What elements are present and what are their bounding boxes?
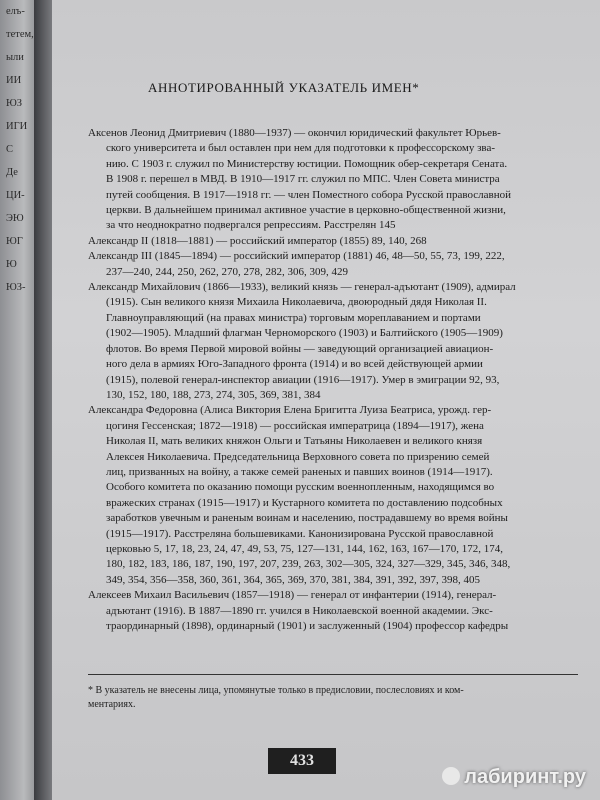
index-entry [88, 249, 580, 280]
facing-page-fragment: ЦИ- [6, 190, 25, 201]
entry-line: 130, 152, 180, 188, 273, 274, 305, 369, 381, 384 [106, 388, 321, 401]
entry-line: Александр Михайлович (1866—1933), великий князь — генерал-адъютант (1909), адмирал [88, 281, 516, 294]
book-page [52, 0, 600, 800]
entry-line: лиц, призванных на войну, а также семей раненых и павших воинов (1914—1917). [106, 465, 493, 478]
entry-line: флотов. Во время Первой мировой войны — заведующий организацией авиацион- [106, 342, 494, 355]
entry-line: (1902—1905). Младший флагман Черноморского (1903) и Балтийского (1905—1909) [106, 327, 503, 340]
index-entry [88, 234, 580, 249]
facing-page-fragment: Ю [6, 259, 17, 270]
entry-line: вражеских странах (1915—1917) и Кустарного комитета по доставлению подсобных [106, 496, 503, 509]
entry-line: В 1908 г. перешел в МВД. В 1910—1917 гг. служил по МПС. Член Совета министра [106, 173, 500, 186]
index-entry [88, 280, 580, 403]
watermark-text: лабиринт.ру [464, 766, 586, 788]
index-entry [88, 403, 580, 588]
entry-line: (1915). Сын великого князя Михаила Николаевича, двоюродный дядя Николая II. [106, 296, 487, 309]
facing-page-fragment: ыли [6, 52, 24, 63]
index-entry [88, 126, 580, 234]
entry-line: адъютант (1916). В 1887—1890 гг. учился в Николаевской военной академии. Экс- [106, 604, 493, 617]
entry-line: 237—240, 244, 250, 262, 270, 278, 282, 306, 309, 429 [106, 265, 348, 278]
footnote-line: ментариях. [88, 699, 136, 710]
watermark [442, 766, 586, 789]
facing-page-edge [0, 0, 34, 800]
entry-line: (1915—1917). Расстреляна большевиками. Канонизирована Русской православной [106, 527, 494, 540]
facing-page-fragment: С [6, 144, 14, 155]
facing-page-fragment: ЮЗ- [6, 282, 26, 293]
entry-line: Главноуправляющий (на правах министра) торговым мореплаванием и портами [106, 311, 481, 324]
facing-page-fragments [0, 0, 34, 299]
entry-line: Николая II, мать великих княжон Ольги и Татьяны Николаевен и великого князя [106, 435, 483, 448]
index-entries [88, 126, 580, 634]
entry-line: путей сообщения. В 1917—1918 гг. — член Поместного собора Русской православной [106, 188, 512, 201]
entry-line: Алексеев Михаил Васильевич (1857—1918) — генерал от инфантерии (1914), генерал- [88, 589, 497, 602]
entry-line: Аксенов Леонид Дмитриевич (1880—1937) — окончил юридический факультет Юрьев- [88, 127, 501, 139]
footnote [88, 684, 578, 712]
facing-page-fragment: ИИ [6, 75, 22, 86]
entry-line: ского университета и был оставлен при нем для подготовки к профессорскому зва- [106, 142, 496, 155]
entry-line: заработков увечным и раненым воинам и населению, пострадавшему во время войны [106, 512, 508, 525]
entry-line: ного дела в армиях Юго-Западного фронта (1914) и во всей действующей армии [106, 358, 483, 371]
entry-line: церковью 5, 17, 18, 23, 24, 47, 49, 53, 75, 127—131, 144, 162, 163, 167—170, 172, 174, [106, 542, 503, 555]
entry-line: Александр III (1845—1894) — российский император (1881) 46, 48—50, 55, 73, 199, 222, [88, 250, 505, 263]
index-entry [88, 588, 580, 634]
entry-line: за что неоднократно подвергался репрессиям. Расстрелян 145 [106, 219, 396, 232]
facing-page-fragment: Де [6, 167, 18, 178]
page-title: АННОТИРОВАННЫЙ УКАЗАТЕЛЬ ИМЕН* [148, 80, 420, 95]
facing-page-fragment: ИГИ [6, 121, 28, 132]
entry-line: 180, 182, 183, 186, 187, 190, 197, 207, 239, 263, 302—305, 324, 327—329, 345, 346, 348, [106, 558, 511, 571]
entry-line: Особого комитета по оказанию помощи русским военнопленным, находящимся во [106, 481, 495, 494]
entry-line: нию. С 1903 г. служил по Министерству юстиции. Помощник обер-секретаря Сената. [106, 157, 508, 170]
entry-line: цогиня Гессенская; 1872—1918) — российская императрица (1894—1917), жена [106, 419, 484, 432]
facing-page-fragment: тетем, [6, 29, 34, 40]
facing-page-fragment: ЭЮ [6, 213, 24, 224]
footnote-divider [88, 674, 578, 675]
facing-page-fragment: елъ- [6, 6, 25, 17]
labirint-logo-icon [442, 767, 460, 785]
entry-line: (1915), полевой генерал-инспектор авиации (1916—1917). Умер в эмиграции 92, 93, [106, 373, 500, 386]
entry-line: Александр II (1818—1881) — российский император (1855) 89, 140, 268 [88, 234, 427, 247]
facing-page-fragment: ЮГ [6, 236, 23, 247]
entry-line: траординарный (1898), ординарный (1901) и заслуженный (1904) профессор кафедры [106, 620, 509, 632]
entry-line: Александра Федоровна (Алиса Виктория Елена Бригитта Луиза Беатриса, урожд. гер- [88, 404, 492, 417]
entry-line: 349, 354, 356—358, 360, 361, 364, 365, 369, 370, 381, 384, 391, 392, 397, 398, 405 [106, 573, 480, 586]
page-number: 433 [268, 748, 336, 774]
entry-line: Алексея Николаевича. Председательница Верховного совета по призрению семей [106, 450, 490, 463]
entry-line: церкви. В дальнейшем принимал активное участие в церковно-общественной жизни, [106, 204, 506, 217]
facing-page-fragment: ЮЗ [6, 98, 23, 109]
footnote-line: * В указатель не внесены лица, упомянутые только в предисловии, послесловиях и ком- [88, 685, 464, 696]
